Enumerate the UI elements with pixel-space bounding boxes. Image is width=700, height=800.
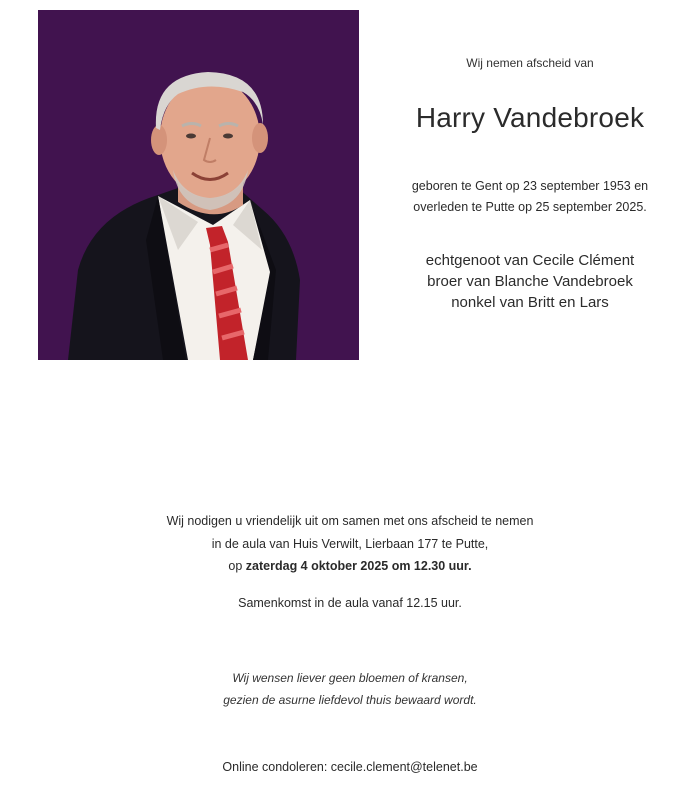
invitation-line-3 — [0, 555, 700, 578]
invitation-text — [0, 510, 700, 578]
relation-uncle: nonkel van Britt en Lars — [451, 294, 609, 311]
birth-line: geboren te Gent op 23 september 1953 en — [411, 179, 649, 193]
portrait-illustration — [38, 10, 359, 360]
deceased-name: Harry Vandebroek — [415, 102, 645, 133]
condolence-email-link[interactable]: cecile.clement@telenet.be — [330, 760, 478, 774]
death-line: overleden te Putte op 25 september 2025. — [413, 200, 647, 214]
wish-line-2: gezien de asurne liefdevol thuis bewaard wordt. — [223, 693, 477, 707]
portrait-photo — [38, 10, 359, 360]
condolence-label: Online condoleren: — [222, 760, 331, 774]
relations-list — [380, 250, 680, 313]
invitation-line-1: Wij nodigen u vriendelijk uit om samen met ons afscheid te nemen — [166, 514, 534, 528]
online-condolence — [0, 760, 700, 774]
relation-sibling: broer van Blanche Vandebroek — [427, 273, 633, 290]
relation-spouse: echtgenoot van Cecile Clément — [425, 252, 635, 269]
gathering-text: Samenkomst in de aula vanaf 12.15 uur. — [238, 596, 462, 610]
wish-line-1: Wij wensen liever geen bloemen of kransen, — [232, 671, 468, 685]
pretitle: Wij nemen afscheid van — [466, 56, 594, 70]
invitation-line-2: in de aula van Huis Verwilt, Lierbaan 177 te Putte, — [211, 536, 489, 551]
invitation-date-prefix: op — [228, 559, 246, 573]
ceremony-date-time: zaterdag 4 oktober 2025 om 12.30 uur. — [245, 559, 472, 573]
birth-death-dates — [380, 176, 680, 218]
flowers-wish — [0, 667, 700, 711]
